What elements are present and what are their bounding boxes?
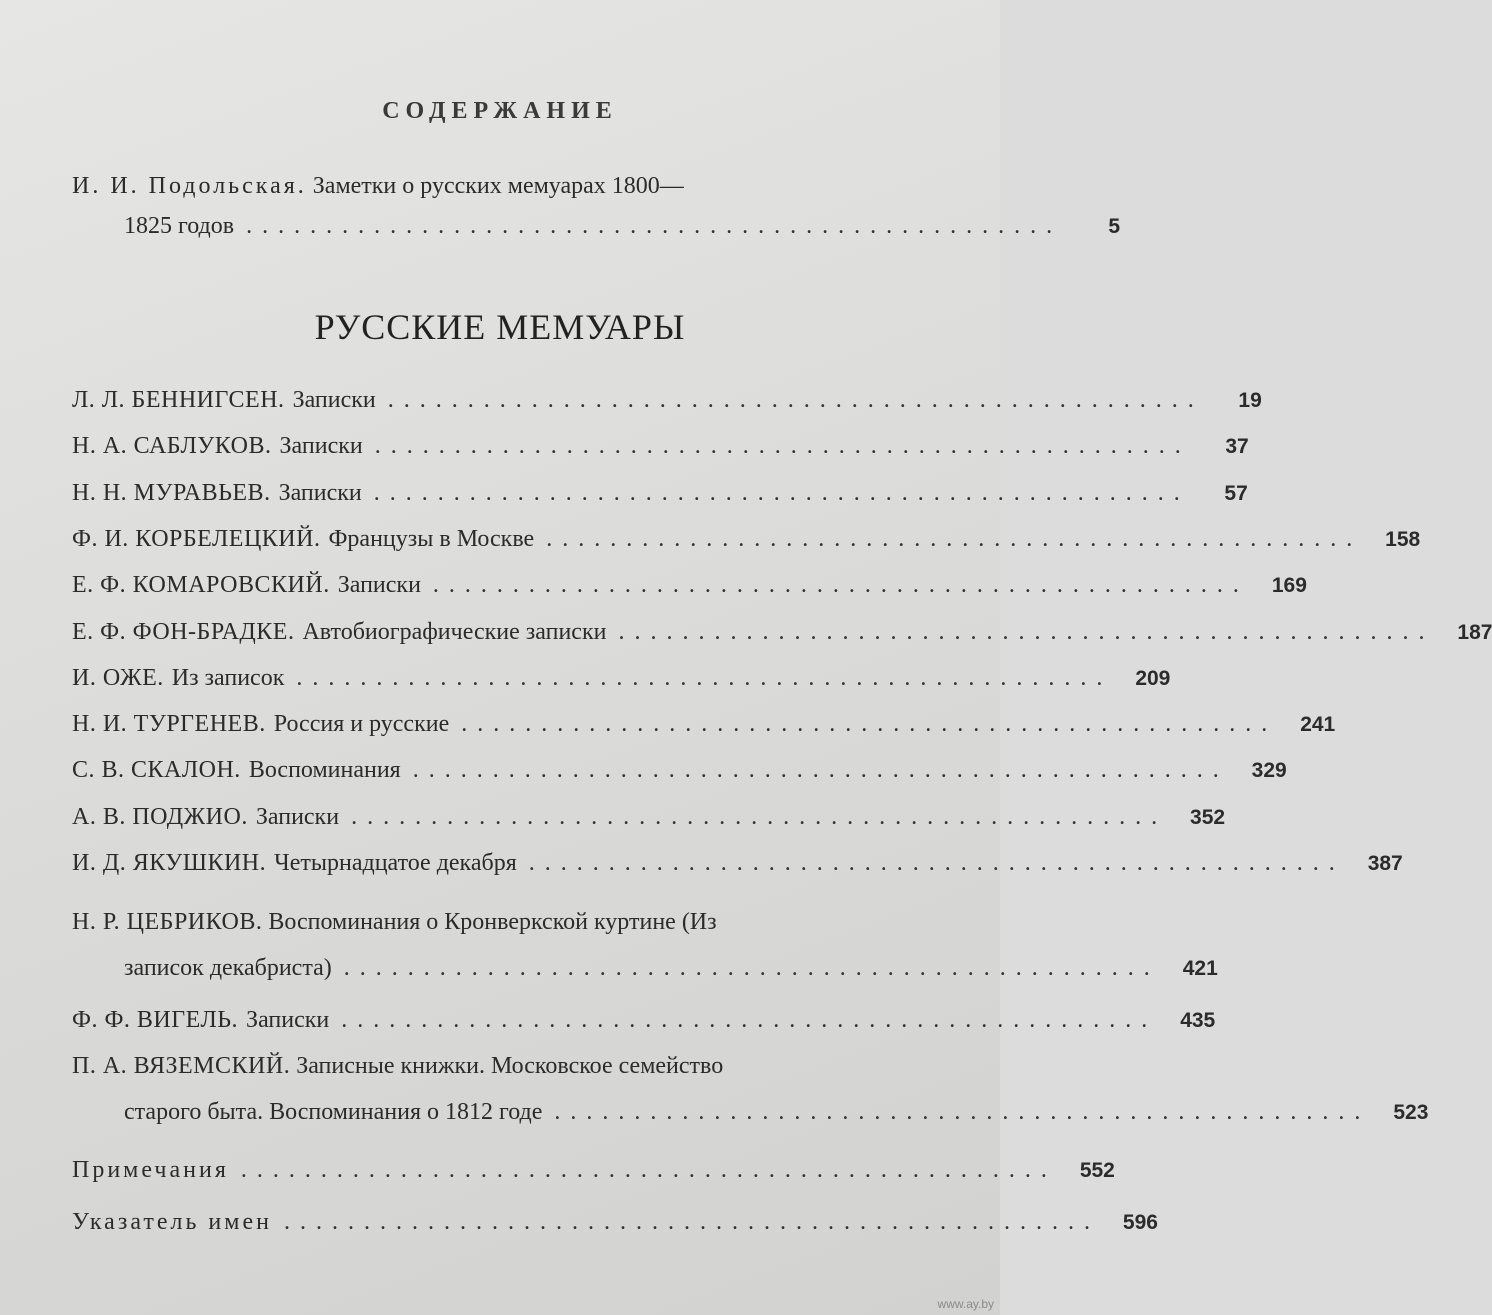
entry-line (72, 704, 1336, 744)
entry-line (72, 797, 1226, 837)
entry-page: 552 (1079, 1159, 1115, 1182)
entry-page: 352 (1190, 806, 1226, 829)
section-title: РУССКИЕ МЕМУАРЫ (314, 307, 686, 347)
leader-dots: ................................................... (296, 665, 1113, 691)
entry-line (72, 519, 1421, 559)
leader-dots: ................................................... (432, 572, 1249, 598)
entry-title-line2: 1825 годов (124, 213, 235, 239)
entry-line (72, 426, 1249, 466)
entry-page: 435 (1180, 1009, 1216, 1032)
entry-title: Из записок (171, 665, 285, 691)
entry-line (72, 1046, 944, 1086)
entry-line (72, 1202, 1158, 1242)
toc-entry-index (72, 1202, 1158, 1242)
entry-line (72, 206, 1121, 246)
entry-title: Записки (255, 804, 340, 830)
entry-author: Н. Н. МУРАВЬЕВ. (72, 480, 271, 506)
toc-entry (72, 519, 1421, 559)
entry-page: 421 (1182, 957, 1218, 980)
entry-author: И. Д. ЯКУШКИН. (72, 850, 267, 876)
leader-dots: ................................................... (618, 619, 1435, 645)
entry-title: Записки (337, 572, 421, 598)
leader-dots: ................................................... (283, 1209, 1100, 1235)
entry-page: 57 (1224, 482, 1248, 505)
entry-line (72, 1000, 1216, 1040)
entry-author: Е. Ф. КОМАРОВСКИЙ. (72, 572, 330, 598)
leader-dots: ................................................... (373, 480, 1190, 506)
entry-line (72, 750, 1287, 790)
entry-author: Л. Л. БЕННИГСЕН. (72, 387, 285, 413)
entry-title: Примечания (72, 1157, 229, 1183)
entry-line (72, 565, 1307, 605)
entry-author: И. ОЖЕ. (72, 665, 164, 691)
entry-author: Н. Р. ЦЕБРИКОВ. (72, 909, 263, 935)
entry-author: И. И. Подольская. (72, 173, 307, 199)
leader-dots: ................................................... (387, 387, 1204, 413)
entry-author: Н. И. ТУРГЕНЕВ. (72, 711, 266, 737)
toc-entry (72, 565, 1307, 605)
toc-entry-vyazemsky (72, 1046, 1429, 1132)
entry-author: Н. А. САБЛУКОВ. (72, 433, 272, 459)
entry-page: 209 (1135, 667, 1171, 690)
entry-line (72, 843, 1403, 883)
entry-title: Четырнадцатое декабря (274, 850, 517, 876)
entry-title: Французы в Москве (328, 526, 535, 552)
entry-page: 387 (1367, 852, 1403, 875)
leader-dots: ................................................... (343, 955, 1160, 981)
entry-author: Ф. Ф. ВИГЕЛЬ. (72, 1007, 239, 1033)
entry-author: Ф. И. КОРБЕЛЕЦКИЙ. (72, 526, 321, 552)
leader-dots: ................................................... (412, 757, 1229, 783)
leader-dots: ................................................... (461, 711, 1278, 737)
entry-author: П. А. ВЯЗЕМСКИЙ. (72, 1053, 291, 1079)
entry-title-line2: записок декабриста) (124, 955, 332, 981)
entry-title-line1: Записные книжки. Московское семейство (296, 1053, 724, 1079)
entry-line (72, 1150, 1115, 1190)
toc-entry (72, 426, 1249, 466)
toc-entry (72, 380, 1262, 420)
entry-page: 5 (1108, 215, 1121, 238)
entry-page: 187 (1457, 621, 1492, 644)
contents-heading: СОДЕРЖАНИЕ (382, 98, 618, 124)
entry-title: Записки (279, 433, 363, 459)
toc-entry-intro (72, 166, 1121, 246)
entry-line (72, 612, 1492, 652)
entry-title: Автобиографические записки (302, 619, 607, 645)
entry-title-line2: старого быта. Воспоминания о 1812 годе (124, 1099, 543, 1125)
entry-title: Россия и русские (273, 711, 450, 737)
toc-entry (72, 797, 1226, 837)
entry-line (72, 1092, 1429, 1132)
entry-line (72, 902, 944, 942)
entry-page: 169 (1271, 574, 1307, 597)
leader-dots: ................................................... (546, 526, 1363, 552)
entry-title: Указатель имен (72, 1209, 272, 1235)
leader-dots: ................................................... (240, 1157, 1057, 1183)
toc-entry (72, 612, 1492, 652)
toc-entry (72, 658, 1171, 698)
toc-entry (72, 473, 1248, 513)
leader-dots: ................................................... (528, 850, 1345, 876)
toc-entry-notes (72, 1150, 1115, 1190)
entry-author: С. В. СКАЛОН. (72, 757, 241, 783)
entry-line (72, 658, 1171, 698)
entry-page: 37 (1225, 435, 1249, 458)
entry-title: Записки (246, 1007, 330, 1033)
entry-line (72, 473, 1248, 513)
entry-page: 19 (1238, 389, 1262, 412)
entry-title-line1: Заметки о русских мемуарах 1800— (312, 173, 684, 199)
leader-dots: ................................................... (374, 433, 1191, 459)
entry-line (72, 166, 944, 206)
entry-page: 329 (1251, 759, 1287, 782)
entry-author: А. В. ПОДЖИО. (72, 804, 248, 830)
entry-title-line1: Воспоминания о Кронверкской куртине (Из (268, 909, 717, 935)
watermark-text: www.ay.by (937, 1297, 994, 1311)
toc-entry-tsebrikov (72, 902, 1218, 988)
entry-page: 241 (1300, 713, 1336, 736)
entry-title: Записки (292, 387, 376, 413)
entry-line (72, 380, 1262, 420)
leader-dots: ................................................... (341, 1007, 1158, 1033)
leader-dots: ................................................... (554, 1099, 1371, 1125)
leader-dots: ................................................... (351, 804, 1168, 830)
entry-author: Е. Ф. ФОН-БРАДКЕ. (72, 619, 295, 645)
toc-entry (72, 843, 1403, 883)
entry-title: Воспоминания (248, 757, 401, 783)
entry-line (72, 948, 1218, 988)
entry-page: 523 (1393, 1101, 1429, 1124)
entry-page: 158 (1385, 528, 1421, 551)
entry-title: Записки (278, 480, 362, 506)
toc-entry-vigel (72, 1000, 1216, 1040)
entry-page: 596 (1122, 1211, 1158, 1234)
toc-entry (72, 704, 1336, 744)
leader-dots: ................................................... (246, 213, 1063, 239)
toc-entry (72, 750, 1287, 790)
